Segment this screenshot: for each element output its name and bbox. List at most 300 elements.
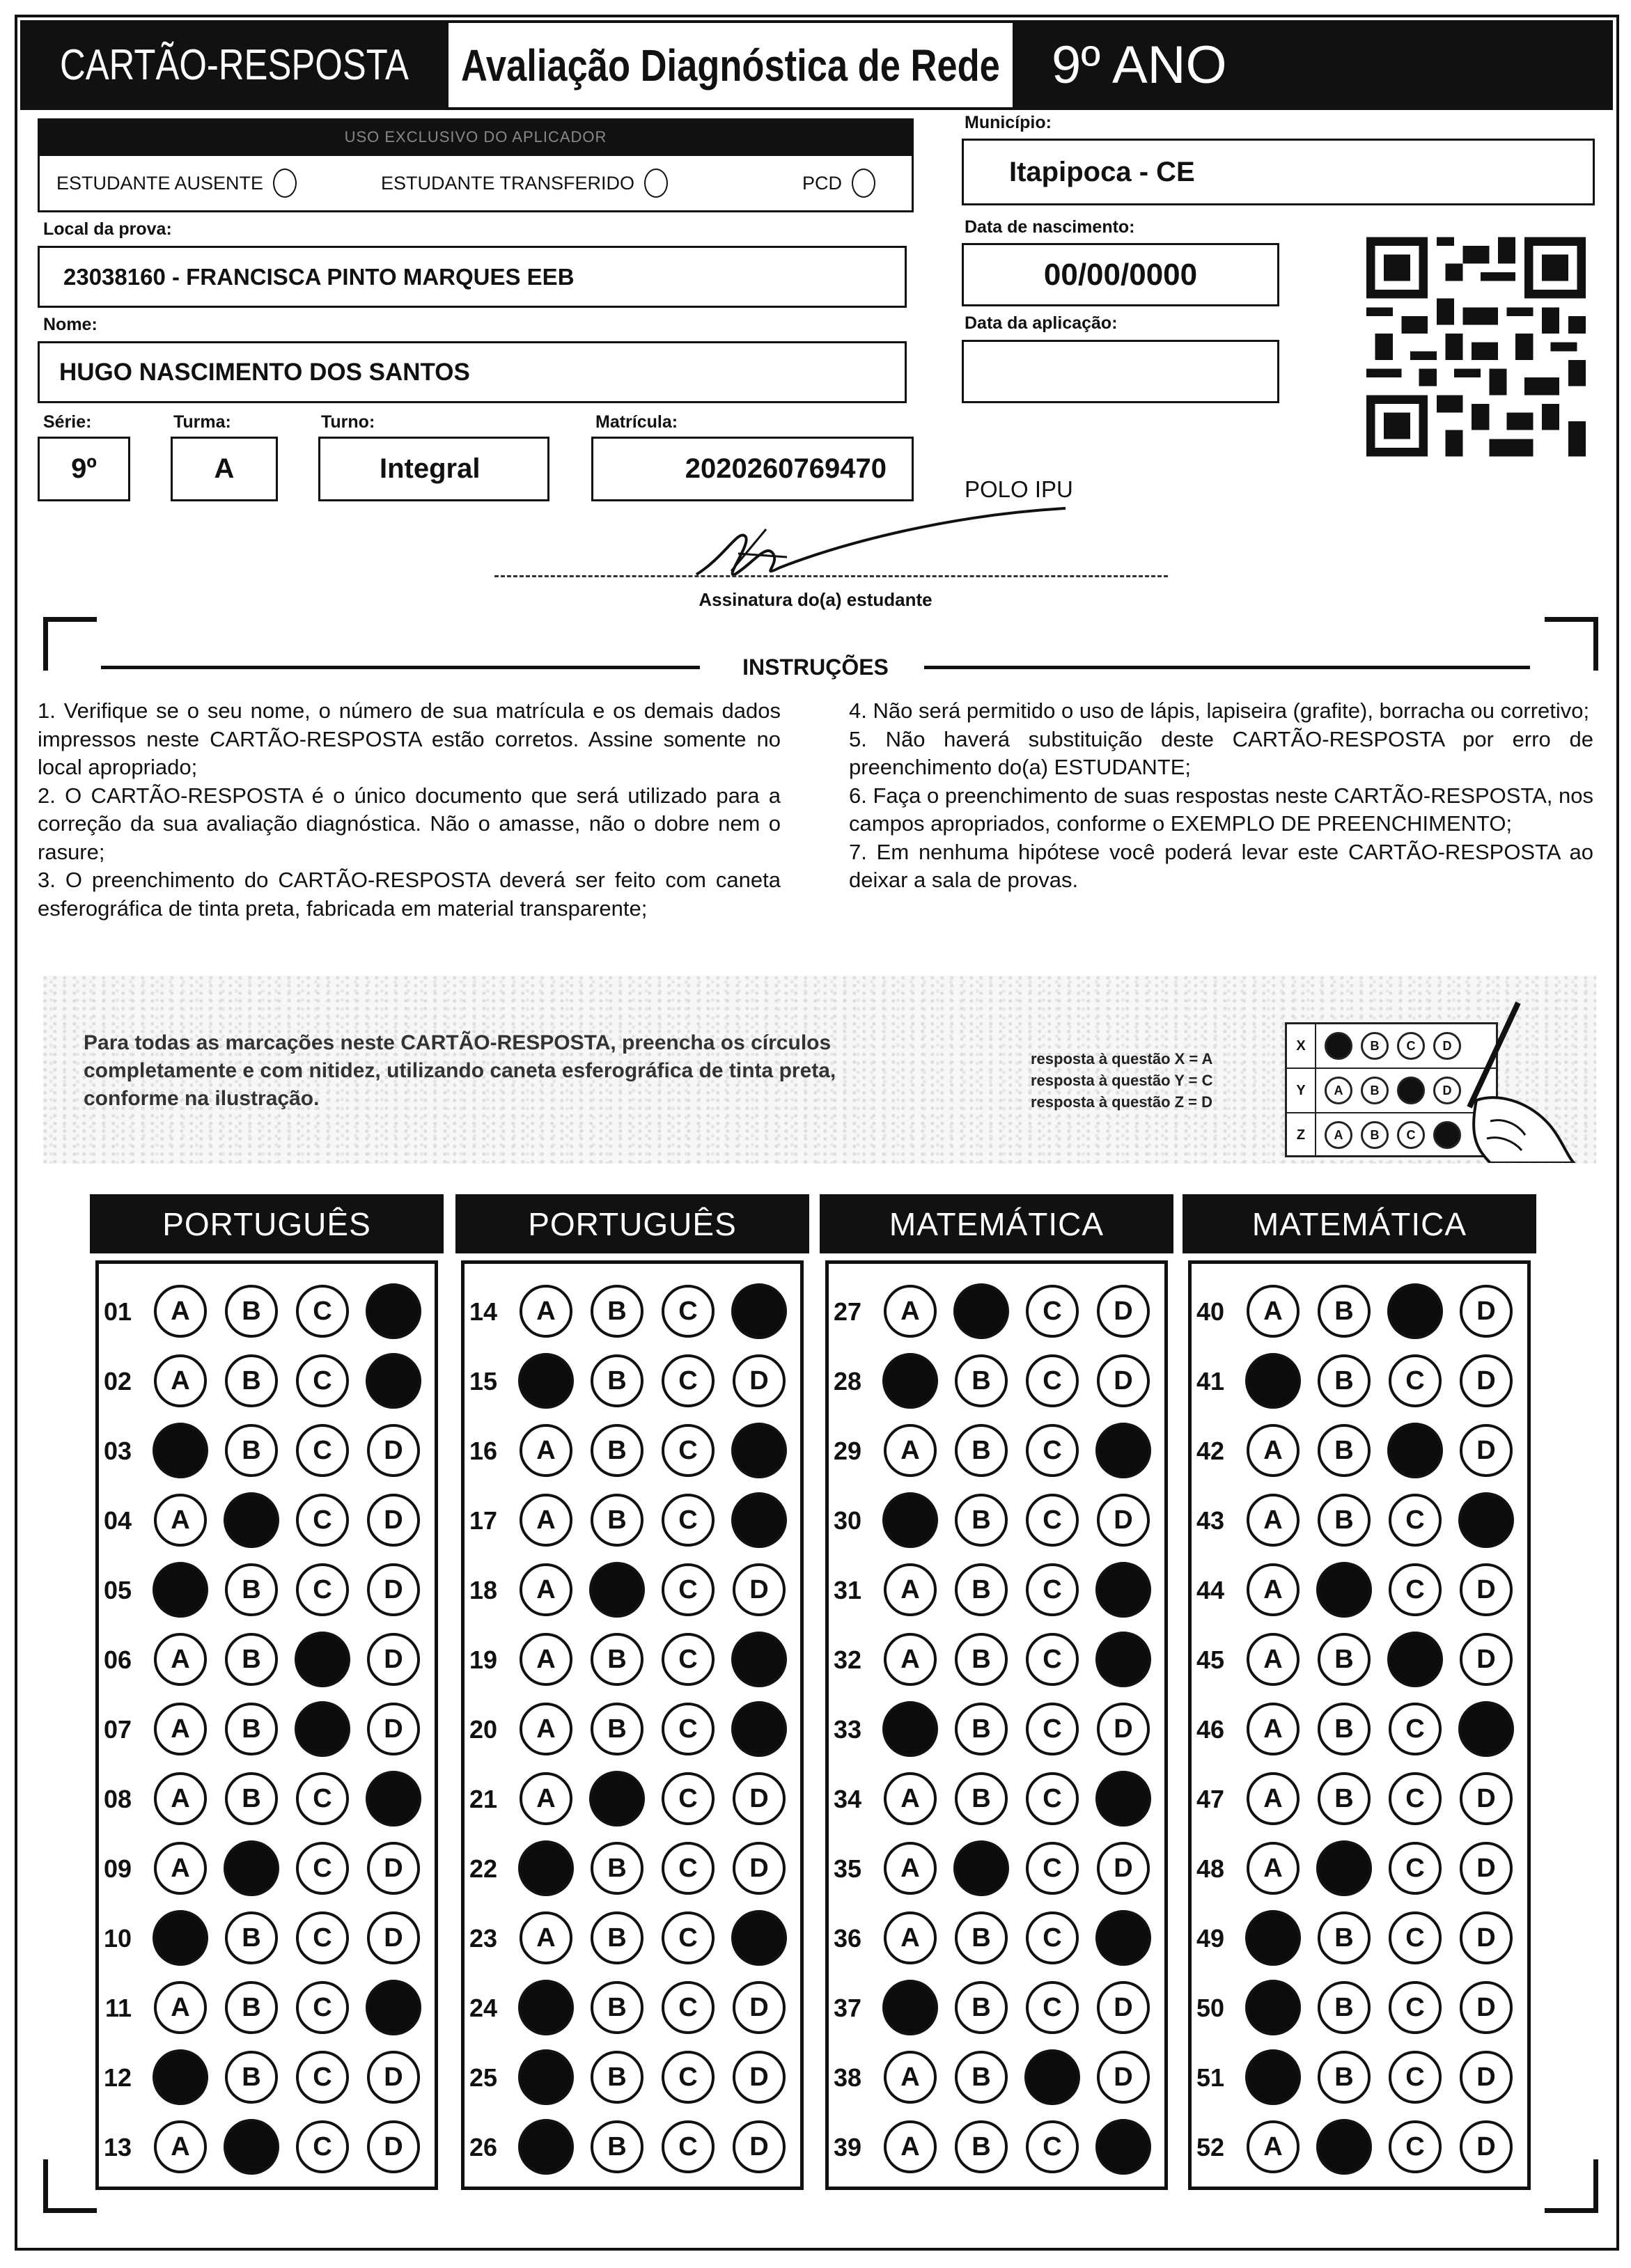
answer-bubble-25-a[interactable]: A bbox=[518, 2049, 574, 2105]
answer-bubble-09-c[interactable]: C bbox=[296, 1842, 349, 1895]
answer-bubble-34-d[interactable]: D bbox=[1095, 1771, 1151, 1827]
answer-bubble-45-c[interactable]: C bbox=[1387, 1632, 1443, 1687]
answer-bubble-29-a[interactable]: A bbox=[884, 1424, 937, 1477]
question-number: 06 bbox=[103, 1645, 132, 1674]
answer-bubble-20-b[interactable]: B bbox=[591, 1703, 643, 1755]
answer-bubble-02-c[interactable]: C bbox=[296, 1354, 349, 1407]
question-number: 12 bbox=[103, 2063, 132, 2092]
answer-bubble-38-c[interactable]: C bbox=[1024, 2049, 1080, 2105]
answer-bubble-13-a[interactable]: A bbox=[154, 2120, 207, 2173]
question-number: 50 bbox=[1196, 1994, 1224, 2022]
answer-bubble-46-a[interactable]: A bbox=[1247, 1703, 1300, 1755]
answer-bubble-09-d[interactable]: D bbox=[367, 1842, 420, 1895]
answer-bubble-49-d[interactable]: D bbox=[1460, 1911, 1513, 1964]
answer-bubble-21-c[interactable]: C bbox=[662, 1772, 715, 1825]
answer-bubble-17-b[interactable]: B bbox=[591, 1494, 643, 1547]
answer-bubble-38-b[interactable]: B bbox=[955, 2051, 1008, 2104]
answer-bubble-45-d[interactable]: D bbox=[1460, 1633, 1513, 1686]
answer-bubble-13-d[interactable]: D bbox=[367, 2120, 420, 2173]
question-number: 33 bbox=[833, 1715, 861, 1744]
answer-bubble-02-a[interactable]: A bbox=[154, 1354, 207, 1407]
answer-bubble-21-d[interactable]: D bbox=[733, 1772, 786, 1825]
answer-bubble-52-a[interactable]: A bbox=[1247, 2120, 1300, 2173]
option-absent[interactable] bbox=[56, 169, 297, 198]
answer-bubble-52-c[interactable]: C bbox=[1389, 2120, 1442, 2173]
answer-bubble-37-d[interactable]: D bbox=[1097, 1981, 1150, 2034]
instruction-item: 6. Faça o preenchimento de suas respostas neste CARTÃO-RESPOSTA, nos campos apropriados, conforme o EXEMPLO DE PREENCHIMENTO; bbox=[849, 783, 1593, 836]
question-number: 48 bbox=[1196, 1854, 1224, 1883]
answer-bubble-34-c[interactable]: C bbox=[1026, 1772, 1079, 1825]
question-number: 29 bbox=[833, 1437, 861, 1465]
turma-label: Turma: bbox=[173, 412, 231, 432]
answer-bubble-34-b[interactable]: B bbox=[955, 1772, 1008, 1825]
instructions-left bbox=[38, 697, 781, 923]
answer-bubble-30-c[interactable]: C bbox=[1026, 1494, 1079, 1547]
birthdate-field[interactable] bbox=[962, 243, 1279, 306]
answer-bubble-14-b[interactable]: B bbox=[591, 1285, 643, 1338]
question-number: 20 bbox=[469, 1715, 497, 1744]
answer-bubble-15-a[interactable]: A bbox=[518, 1353, 574, 1409]
answer-bubble-13-b[interactable]: B bbox=[224, 2119, 279, 2175]
answer-bubble-10-c[interactable]: C bbox=[296, 1911, 349, 1964]
answer-bubble-24-d[interactable]: D bbox=[733, 1981, 786, 2034]
answer-bubble-04-c[interactable]: C bbox=[296, 1494, 349, 1547]
answer-bubble-34-a[interactable]: A bbox=[884, 1772, 937, 1825]
section-header: PORTUGUÊS bbox=[455, 1194, 809, 1253]
answer-bubble-51-b[interactable]: B bbox=[1318, 2051, 1371, 2104]
answer-bubble-27-c[interactable]: C bbox=[1026, 1285, 1079, 1338]
answer-bubble-23-c[interactable]: C bbox=[662, 1911, 715, 1964]
answer-bubble-06-b[interactable]: B bbox=[225, 1633, 278, 1686]
answer-bubble-15-d[interactable]: D bbox=[733, 1354, 786, 1407]
answer-bubble-12-c[interactable]: C bbox=[296, 2051, 349, 2104]
answer-bubble-21-a[interactable]: A bbox=[520, 1772, 572, 1825]
hand-pen-icon bbox=[1449, 996, 1588, 1163]
answer-bubble-14-d[interactable]: D bbox=[731, 1283, 787, 1339]
answer-bubble-19-b[interactable]: B bbox=[591, 1633, 643, 1686]
answer-bubble-31-c[interactable]: C bbox=[1026, 1563, 1079, 1616]
answer-bubble-36-a[interactable]: A bbox=[884, 1911, 937, 1964]
answer-bubble-43-b[interactable]: B bbox=[1318, 1494, 1371, 1547]
answer-bubble-46-b[interactable]: B bbox=[1318, 1703, 1371, 1755]
answer-bubble-24-b[interactable]: B bbox=[591, 1981, 643, 2034]
answer-bubble-19-a[interactable]: A bbox=[520, 1633, 572, 1686]
question-number: 18 bbox=[469, 1576, 497, 1604]
answer-bubble-37-b[interactable]: B bbox=[955, 1981, 1008, 2034]
answer-bubble-01-d[interactable]: D bbox=[366, 1283, 421, 1339]
answer-bubble-47-a[interactable]: A bbox=[1247, 1772, 1300, 1825]
answer-bubble-21-b[interactable]: B bbox=[589, 1771, 645, 1827]
question-number: 46 bbox=[1196, 1715, 1224, 1744]
example-bubble: B bbox=[1361, 1077, 1389, 1104]
option-circle[interactable] bbox=[273, 169, 297, 198]
answer-bubble-23-d[interactable]: D bbox=[731, 1910, 787, 1966]
answer-bubble-41-b[interactable]: B bbox=[1318, 1354, 1371, 1407]
answer-bubble-27-b[interactable]: B bbox=[953, 1283, 1009, 1339]
answer-bubble-48-c[interactable]: C bbox=[1389, 1842, 1442, 1895]
answer-bubble-06-c[interactable]: C bbox=[295, 1632, 350, 1687]
answer-bubble-10-b[interactable]: B bbox=[225, 1911, 278, 1964]
answer-bubble-40-d[interactable]: D bbox=[1460, 1285, 1513, 1338]
answer-bubble-39-a[interactable]: A bbox=[884, 2120, 937, 2173]
answer-bubble-04-d[interactable]: D bbox=[367, 1494, 420, 1547]
answer-bubble-33-b[interactable]: B bbox=[955, 1703, 1008, 1755]
answer-bubble-44-c[interactable]: C bbox=[1389, 1563, 1442, 1616]
answer-bubble-43-c[interactable]: C bbox=[1389, 1494, 1442, 1547]
answer-bubble-07-d[interactable]: D bbox=[367, 1703, 420, 1755]
applicator-strip: USO EXCLUSIVO DO APLICADOR bbox=[38, 118, 914, 156]
turno-label: Turno: bbox=[321, 412, 375, 432]
answer-bubble-15-c[interactable]: C bbox=[662, 1354, 715, 1407]
answer-bubble-52-d[interactable]: D bbox=[1460, 2120, 1513, 2173]
answer-bubble-12-d[interactable]: D bbox=[367, 2051, 420, 2104]
question-number: 41 bbox=[1196, 1367, 1224, 1395]
answer-bubble-51-d[interactable]: D bbox=[1460, 2051, 1513, 2104]
answer-bubble-39-d[interactable]: D bbox=[1095, 2119, 1151, 2175]
corner-mark bbox=[1545, 2159, 1598, 2213]
answer-bubble-16-b[interactable]: B bbox=[591, 1424, 643, 1477]
answer-bubble-38-a[interactable]: A bbox=[884, 2051, 937, 2104]
question-number: 23 bbox=[469, 1924, 497, 1953]
option-circle[interactable] bbox=[644, 169, 668, 198]
answer-bubble-44-b[interactable]: B bbox=[1316, 1562, 1372, 1618]
answer-bubble-11-a[interactable]: A bbox=[154, 1981, 207, 2034]
answer-bubble-41-a[interactable]: A bbox=[1245, 1353, 1301, 1409]
answer-bubble-10-d[interactable]: D bbox=[367, 1911, 420, 1964]
answer-bubble-30-b[interactable]: B bbox=[955, 1494, 1008, 1547]
answer-bubble-04-a[interactable]: A bbox=[154, 1494, 207, 1547]
question-number: 03 bbox=[103, 1437, 132, 1465]
matricula-value: 2020260769470 bbox=[685, 453, 887, 484]
option-label: ESTUDANTE TRANSFERIDO bbox=[381, 172, 635, 194]
answer-bubble-01-a[interactable]: A bbox=[154, 1285, 207, 1338]
section-header: MATEMÁTICA bbox=[1183, 1194, 1536, 1253]
answer-bubble-28-b[interactable]: B bbox=[955, 1354, 1008, 1407]
answer-bubble-28-c[interactable]: C bbox=[1026, 1354, 1079, 1407]
answer-bubble-41-c[interactable]: C bbox=[1389, 1354, 1442, 1407]
answer-bubble-25-c[interactable]: C bbox=[662, 2051, 715, 2104]
answer-bubble-29-c[interactable]: C bbox=[1026, 1424, 1079, 1477]
example-bubble: B bbox=[1361, 1032, 1389, 1060]
question-number: 24 bbox=[469, 1994, 497, 2022]
example-bubble: C bbox=[1397, 1077, 1425, 1104]
answer-bubble-11-d[interactable]: D bbox=[366, 1980, 421, 2035]
question-number: 34 bbox=[833, 1785, 861, 1813]
answer-bubble-10-a[interactable]: A bbox=[153, 1910, 208, 1966]
answer-bubble-08-d[interactable]: D bbox=[366, 1771, 421, 1827]
answer-bubble-12-a[interactable]: A bbox=[153, 2049, 208, 2105]
example-bubble: B bbox=[1361, 1121, 1389, 1149]
answer-bubble-27-d[interactable]: D bbox=[1097, 1285, 1150, 1338]
question-number: 31 bbox=[833, 1576, 861, 1604]
answer-bubble-14-c[interactable]: C bbox=[662, 1285, 715, 1338]
answer-bubble-36-c[interactable]: C bbox=[1026, 1911, 1079, 1964]
answer-bubble-50-b[interactable]: B bbox=[1318, 1981, 1371, 2034]
answer-bubble-17-d[interactable]: D bbox=[731, 1492, 787, 1548]
question-number: 08 bbox=[103, 1785, 132, 1813]
answer-bubble-33-a[interactable]: A bbox=[882, 1701, 938, 1757]
answer-bubble-26-b[interactable]: B bbox=[591, 2120, 643, 2173]
answer-bubble-46-d[interactable]: D bbox=[1458, 1701, 1514, 1757]
answer-bubble-31-b[interactable]: B bbox=[955, 1563, 1008, 1616]
answer-bubble-32-a[interactable]: A bbox=[884, 1633, 937, 1686]
answer-bubble-42-b[interactable]: B bbox=[1318, 1424, 1371, 1477]
answer-bubble-30-a[interactable]: A bbox=[882, 1492, 938, 1548]
answer-bubble-05-d[interactable]: D bbox=[367, 1563, 420, 1616]
answer-bubble-04-b[interactable]: B bbox=[224, 1492, 279, 1548]
corner-mark bbox=[43, 2159, 97, 2213]
answer-bubble-48-a[interactable]: A bbox=[1247, 1842, 1300, 1895]
answer-bubble-31-d[interactable]: D bbox=[1095, 1562, 1151, 1618]
answer-bubble-31-a[interactable]: A bbox=[884, 1563, 937, 1616]
answer-bubble-39-c[interactable]: C bbox=[1026, 2120, 1079, 2173]
answer-bubble-41-d[interactable]: D bbox=[1460, 1354, 1513, 1407]
local-label: Local da prova: bbox=[43, 219, 172, 239]
answer-bubble-47-c[interactable]: C bbox=[1389, 1772, 1442, 1825]
answer-bubble-03-a[interactable]: A bbox=[153, 1423, 208, 1478]
answer-bubble-26-a[interactable]: A bbox=[518, 2119, 574, 2175]
answer-bubble-51-c[interactable]: C bbox=[1389, 2051, 1442, 2104]
answer-bubble-18-c[interactable]: C bbox=[662, 1563, 715, 1616]
answer-bubble-09-a[interactable]: A bbox=[154, 1842, 207, 1895]
option-circle[interactable] bbox=[852, 169, 875, 198]
answer-bubble-50-d[interactable]: D bbox=[1460, 1981, 1513, 2034]
example-bubble: C bbox=[1397, 1032, 1425, 1060]
answer-bubble-17-c[interactable]: C bbox=[662, 1494, 715, 1547]
answer-bubble-03-b[interactable]: B bbox=[225, 1424, 278, 1477]
question-number: 04 bbox=[103, 1506, 132, 1535]
answer-bubble-37-a[interactable]: A bbox=[882, 1980, 938, 2035]
example-legend bbox=[1031, 1048, 1212, 1113]
example-text: Para todas as marcações neste CARTÃO-RESPOSTA, preencha os círculos completamente e com nitidez, utilizando caneta esferográfica de tinta preta, conforme na ilustração. bbox=[84, 1031, 836, 1110]
answer-bubble-05-c[interactable]: C bbox=[296, 1563, 349, 1616]
answer-bubble-24-c[interactable]: C bbox=[662, 1981, 715, 2034]
answer-bubble-32-d[interactable]: D bbox=[1095, 1632, 1151, 1687]
answer-bubble-48-d[interactable]: D bbox=[1460, 1842, 1513, 1895]
turma-field[interactable] bbox=[171, 437, 278, 501]
section-header: MATEMÁTICA bbox=[820, 1194, 1173, 1253]
answer-bubble-35-c[interactable]: C bbox=[1026, 1842, 1079, 1895]
question-number: 43 bbox=[1196, 1506, 1224, 1535]
answer-bubble-28-a[interactable]: A bbox=[882, 1353, 938, 1409]
answer-bubble-46-c[interactable]: C bbox=[1389, 1703, 1442, 1755]
answer-bubble-37-c[interactable]: C bbox=[1026, 1981, 1079, 2034]
answer-bubble-36-d[interactable]: D bbox=[1095, 1910, 1151, 1966]
answer-bubble-44-a[interactable]: A bbox=[1247, 1563, 1300, 1616]
answer-bubble-49-c[interactable]: C bbox=[1389, 1911, 1442, 1964]
answer-bubble-16-c[interactable]: C bbox=[662, 1424, 715, 1477]
instruction-item: 3. O preenchimento do CARTÃO-RESPOSTA deverá ser feito com caneta esferográfica de tinta preta, fabricada em material transparente; bbox=[38, 868, 781, 921]
answer-bubble-02-d[interactable]: D bbox=[366, 1353, 421, 1409]
answer-bubble-19-c[interactable]: C bbox=[662, 1633, 715, 1686]
answer-bubble-29-b[interactable]: B bbox=[955, 1424, 1008, 1477]
option-transferred[interactable] bbox=[381, 169, 668, 198]
answer-bubble-22-a[interactable]: A bbox=[518, 1840, 574, 1896]
answer-bubble-08-a[interactable]: A bbox=[154, 1772, 207, 1825]
example-row-label: Y bbox=[1287, 1069, 1316, 1112]
answer-bubble-16-d[interactable]: D bbox=[731, 1423, 787, 1478]
answer-bubble-30-d[interactable]: D bbox=[1097, 1494, 1150, 1547]
answer-bubble-42-d[interactable]: D bbox=[1460, 1424, 1513, 1477]
question-number: 52 bbox=[1196, 2133, 1224, 2161]
answer-bubble-02-b[interactable]: B bbox=[225, 1354, 278, 1407]
example-line: resposta à questão Z = D bbox=[1031, 1093, 1213, 1111]
question-number: 17 bbox=[469, 1506, 497, 1535]
answer-bubble-13-c[interactable]: C bbox=[296, 2120, 349, 2173]
application-date-label: Data da aplicação: bbox=[965, 313, 1118, 333]
answer-bubble-42-a[interactable]: A bbox=[1247, 1424, 1300, 1477]
local-value: 23038160 - FRANCISCA PINTO MARQUES EEB bbox=[63, 263, 575, 290]
question-number: 14 bbox=[469, 1297, 497, 1326]
answer-bubble-06-a[interactable]: A bbox=[154, 1633, 207, 1686]
answer-bubble-17-a[interactable]: A bbox=[520, 1494, 572, 1547]
question-number: 36 bbox=[833, 1924, 861, 1953]
answer-bubble-43-a[interactable]: A bbox=[1247, 1494, 1300, 1547]
instruction-item: 4. Não será permitido o uso de lápis, lapiseira (grafite), borracha ou corretivo; bbox=[849, 698, 1590, 723]
answer-bubble-52-b[interactable]: B bbox=[1316, 2119, 1372, 2175]
answer-bubble-22-d[interactable]: D bbox=[733, 1842, 786, 1895]
answer-bubble-28-d[interactable]: D bbox=[1097, 1354, 1150, 1407]
question-number: 40 bbox=[1196, 1297, 1224, 1326]
answer-bubble-40-a[interactable]: A bbox=[1247, 1285, 1300, 1338]
answer-bubble-05-a[interactable]: A bbox=[153, 1562, 208, 1618]
answer-bubble-15-b[interactable]: B bbox=[591, 1354, 643, 1407]
answer-bubble-11-c[interactable]: C bbox=[296, 1981, 349, 2034]
municipio-field[interactable] bbox=[962, 139, 1595, 205]
question-number: 38 bbox=[833, 2063, 861, 2092]
answer-bubble-20-d[interactable]: D bbox=[731, 1701, 787, 1757]
serie-field[interactable] bbox=[38, 437, 130, 501]
answer-bubble-18-d[interactable]: D bbox=[733, 1563, 786, 1616]
answer-bubble-35-d[interactable]: D bbox=[1097, 1842, 1150, 1895]
answer-bubble-45-b[interactable]: B bbox=[1318, 1633, 1371, 1686]
answer-bubble-27-a[interactable]: A bbox=[884, 1285, 937, 1338]
application-date-field[interactable] bbox=[962, 340, 1279, 403]
turno-value: Integral bbox=[380, 453, 481, 484]
example-line: resposta à questão Y = C bbox=[1031, 1072, 1213, 1089]
qr-code-icon bbox=[1366, 235, 1586, 458]
answer-bubble-26-d[interactable]: D bbox=[733, 2120, 786, 2173]
answer-bubble-35-a[interactable]: A bbox=[884, 1842, 937, 1895]
answer-bubble-29-d[interactable]: D bbox=[1095, 1423, 1151, 1478]
question-number: 22 bbox=[469, 1854, 497, 1883]
answer-bubble-08-c[interactable]: C bbox=[296, 1772, 349, 1825]
answer-bubble-22-c[interactable]: C bbox=[662, 1842, 715, 1895]
example-bubble: D bbox=[1433, 1077, 1461, 1104]
answer-bubble-33-c[interactable]: C bbox=[1026, 1703, 1079, 1755]
instruction-item: 2. O CARTÃO-RESPOSTA é o único documento que será utilizado para a correção da sua avaliação diagnóstica. Não o amasse, não o dobre nem o rasure; bbox=[38, 783, 781, 864]
answer-bubble-23-b[interactable]: B bbox=[591, 1911, 643, 1964]
answer-bubble-35-b[interactable]: B bbox=[953, 1840, 1009, 1896]
answer-bubble-38-d[interactable]: D bbox=[1097, 2051, 1150, 2104]
answer-bubble-44-d[interactable]: D bbox=[1460, 1563, 1513, 1616]
example-bubble: A bbox=[1325, 1121, 1352, 1149]
answer-bubble-20-c[interactable]: C bbox=[662, 1703, 715, 1755]
instruction-item: 1. Verifique se o seu nome, o número de sua matrícula e os demais dados impressos neste CARTÃO-RESPOSTA estão corretos. Assine somente no local apropriado; bbox=[38, 698, 781, 779]
answer-bubble-12-b[interactable]: B bbox=[225, 2051, 278, 2104]
question-number: 09 bbox=[103, 1854, 132, 1883]
answer-bubble-22-b[interactable]: B bbox=[591, 1842, 643, 1895]
answer-bubble-42-c[interactable]: C bbox=[1387, 1423, 1443, 1478]
question-number: 11 bbox=[104, 1994, 132, 2022]
answer-bubble-39-b[interactable]: B bbox=[955, 2120, 1008, 2173]
instruction-item: 5. Não haverá substituição deste CARTÃO-RESPOSTA por erro de preenchimento do(a) ESTUDANTE; bbox=[849, 726, 1593, 779]
answer-bubble-23-a[interactable]: A bbox=[520, 1911, 572, 1964]
turma-value: A bbox=[214, 453, 235, 484]
question-number: 45 bbox=[1196, 1645, 1224, 1674]
question-number: 32 bbox=[833, 1645, 861, 1674]
answer-bubble-50-a[interactable]: A bbox=[1245, 1980, 1301, 2035]
answer-bubble-36-b[interactable]: B bbox=[955, 1911, 1008, 1964]
answer-bubble-09-b[interactable]: B bbox=[224, 1840, 279, 1896]
answer-bubble-47-d[interactable]: D bbox=[1460, 1772, 1513, 1825]
answer-bubble-25-d[interactable]: D bbox=[733, 2051, 786, 2104]
answer-bubble-18-b[interactable]: B bbox=[589, 1562, 645, 1618]
serie-label: Série: bbox=[43, 412, 92, 432]
answer-bubble-18-a[interactable]: A bbox=[520, 1563, 572, 1616]
turno-field[interactable] bbox=[318, 437, 549, 501]
example-row-label: Z bbox=[1287, 1113, 1316, 1157]
answer-bubble-33-d[interactable]: D bbox=[1097, 1703, 1150, 1755]
answer-bubble-07-b[interactable]: B bbox=[225, 1703, 278, 1755]
answer-bubble-07-c[interactable]: C bbox=[295, 1701, 350, 1757]
answer-bubble-45-a[interactable]: A bbox=[1247, 1633, 1300, 1686]
question-number: 42 bbox=[1196, 1437, 1224, 1465]
answer-bubble-05-b[interactable]: B bbox=[225, 1563, 278, 1616]
municipio-label: Município: bbox=[965, 113, 1052, 132]
option-label: ESTUDANTE AUSENTE bbox=[56, 172, 264, 194]
local-field[interactable] bbox=[38, 246, 907, 308]
option-label: PCD bbox=[802, 172, 843, 194]
answer-bubble-47-b[interactable]: B bbox=[1318, 1772, 1371, 1825]
answer-bubble-40-c[interactable]: C bbox=[1387, 1283, 1443, 1339]
name-field[interactable] bbox=[38, 341, 907, 403]
question-number: 02 bbox=[103, 1367, 132, 1395]
answer-bubble-20-a[interactable]: A bbox=[520, 1703, 572, 1755]
example-bubble: D bbox=[1433, 1032, 1461, 1060]
answer-bubble-51-a[interactable]: A bbox=[1245, 2049, 1301, 2105]
answer-bubble-19-d[interactable]: D bbox=[731, 1632, 787, 1687]
municipio-value: Itapipoca - CE bbox=[1009, 156, 1195, 187]
answer-bubble-24-a[interactable]: A bbox=[518, 1980, 574, 2035]
option-pcd[interactable] bbox=[802, 169, 875, 198]
answer-bubble-49-a[interactable]: A bbox=[1245, 1910, 1301, 1966]
answer-bubble-49-b[interactable]: B bbox=[1318, 1911, 1371, 1964]
answer-bubble-50-c[interactable]: C bbox=[1389, 1981, 1442, 2034]
answer-bubble-26-c[interactable]: C bbox=[662, 2120, 715, 2173]
answer-bubble-16-a[interactable]: A bbox=[520, 1424, 572, 1477]
answer-bubble-32-c[interactable]: C bbox=[1026, 1633, 1079, 1686]
answer-bubble-06-d[interactable]: D bbox=[367, 1633, 420, 1686]
answer-bubble-11-b[interactable]: B bbox=[225, 1981, 278, 2034]
answer-bubble-03-c[interactable]: C bbox=[296, 1424, 349, 1477]
answer-bubble-25-b[interactable]: B bbox=[591, 2051, 643, 2104]
answer-bubble-08-b[interactable]: B bbox=[225, 1772, 278, 1825]
answer-bubble-48-b[interactable]: B bbox=[1316, 1840, 1372, 1896]
question-number: 16 bbox=[469, 1437, 497, 1465]
answer-bubble-14-a[interactable]: A bbox=[520, 1285, 572, 1338]
answer-bubble-01-c[interactable]: C bbox=[296, 1285, 349, 1338]
answer-bubble-40-b[interactable]: B bbox=[1318, 1285, 1371, 1338]
answer-bubble-07-a[interactable]: A bbox=[154, 1703, 207, 1755]
answer-bubble-32-b[interactable]: B bbox=[955, 1633, 1008, 1686]
answer-bubble-03-d[interactable]: D bbox=[367, 1424, 420, 1477]
answer-bubble-01-b[interactable]: B bbox=[225, 1285, 278, 1338]
answer-bubble-43-d[interactable]: D bbox=[1458, 1492, 1514, 1548]
name-label: Nome: bbox=[43, 315, 97, 334]
example-row-label: X bbox=[1287, 1024, 1316, 1067]
instruction-item: 7. Em nenhuma hipótese você poderá levar este CARTÃO-RESPOSTA ao deixar a sala de provas. bbox=[849, 839, 1593, 892]
